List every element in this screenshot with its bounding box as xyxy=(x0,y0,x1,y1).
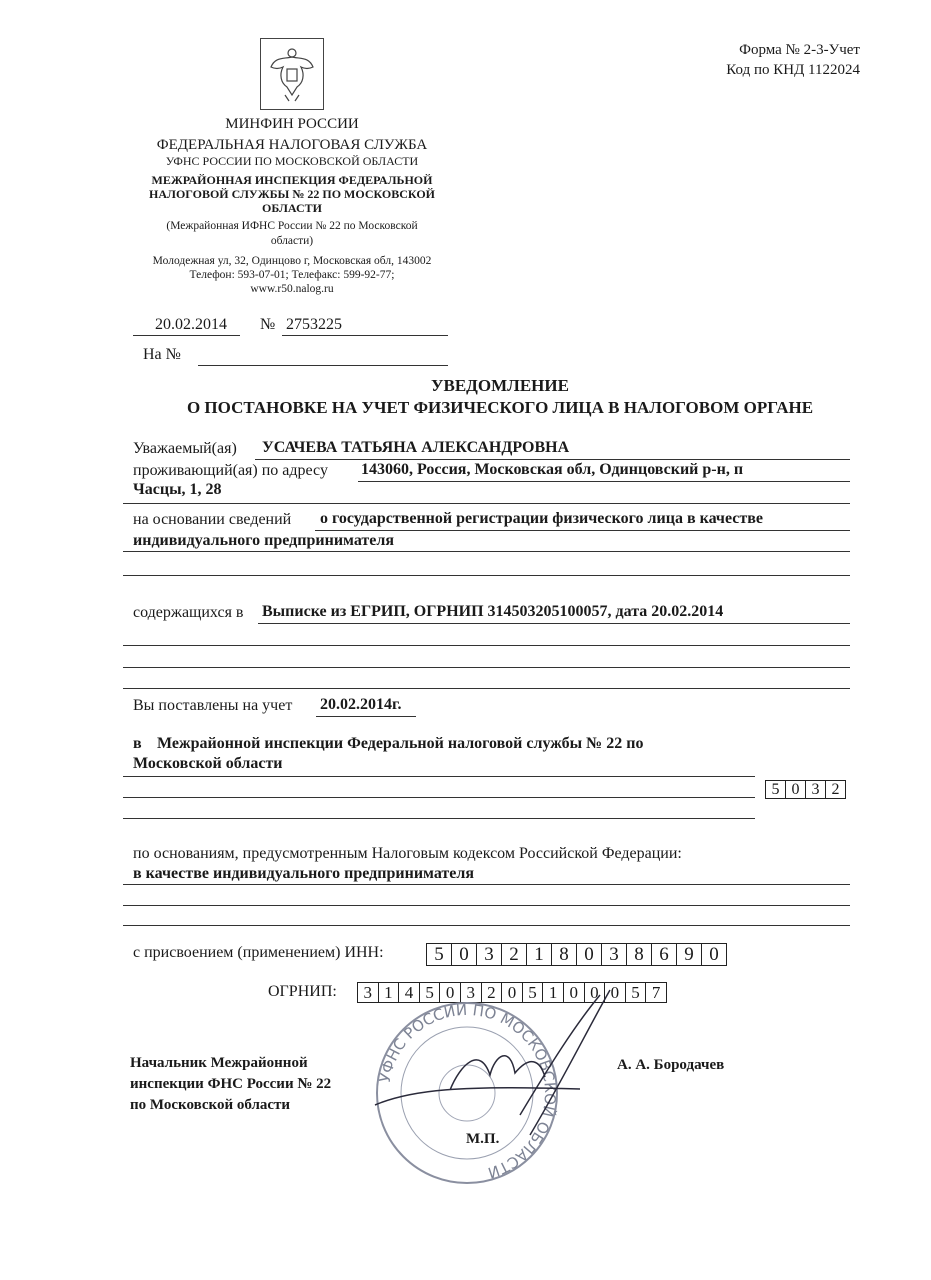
digit-box: 1 xyxy=(527,944,552,965)
address-label: проживающий(ая) по адресу xyxy=(133,462,328,479)
digit-box: 7 xyxy=(651,983,661,1002)
digit-box: 3 xyxy=(602,944,627,965)
registered-date: 20.02.2014г. xyxy=(320,696,402,713)
digit-box: 5 xyxy=(427,944,452,965)
ufns: УФНС РОССИИ ПО МОСКОВСКОЙ ОБЛАСТИ xyxy=(165,154,419,168)
form-code xyxy=(726,40,860,80)
inspection-line: МЕЖРАЙОННАЯ ИНСПЕКЦИЯ ФЕДЕРАЛЬНОЙ xyxy=(151,173,433,187)
code-digit: 3 xyxy=(806,781,826,798)
authority-name: Московской области xyxy=(133,755,283,772)
digit-box: 5 xyxy=(420,983,441,1002)
coat-of-arms-icon xyxy=(260,38,324,110)
inn-label: с присвоением (применением) ИНН: xyxy=(133,944,384,961)
ministry: МИНФИН РОССИИ xyxy=(225,116,359,132)
digit-box: 5 xyxy=(626,983,647,1002)
grounds-label: по основаниям, предусмотренным Налоговым кодексом Российской Федерации: xyxy=(133,845,682,862)
basis-value: индивидуального предпринимателя xyxy=(133,532,394,549)
seal-label: М.П. xyxy=(466,1131,500,1147)
position-line: инспекции ФНС России № 22 xyxy=(130,1076,332,1092)
knd-code: Код по КНД 1122024 xyxy=(726,62,860,78)
document-title xyxy=(100,375,900,419)
digit-box: 5 xyxy=(523,983,544,1002)
title-line: О ПОСТАНОВКЕ НА УЧЕТ ФИЗИЧЕСКОГО ЛИЦА В НАЛОГОВОМ ОРГАНЕ xyxy=(186,398,814,417)
registered-label: Вы поставлены на учет xyxy=(133,697,293,714)
short-name-line: области) xyxy=(270,235,314,247)
digit-box: 1 xyxy=(379,983,400,1002)
short-name-line: (Межрайонная ИФНС России № 22 по Московской xyxy=(166,220,418,232)
digit-box: 3 xyxy=(461,983,482,1002)
grounds-value: в качестве индивидуального предпринимателя xyxy=(133,865,474,882)
authority-code-boxes xyxy=(765,780,846,799)
issuer-website: www.r50.nalog.ru xyxy=(250,283,334,295)
contained-value: Выписке из ЕГРИП, ОГРНИП 314503205100057, дата 20.02.2014 xyxy=(262,603,724,620)
service: ФЕДЕРАЛЬНАЯ НАЛОГОВАЯ СЛУЖБА xyxy=(156,137,428,153)
inn-boxes xyxy=(426,943,727,966)
issuer-address: Молодежная ул, 32, Одинцово г, Московская обл, 143002 xyxy=(152,255,432,267)
digit-box: 0 xyxy=(452,944,477,965)
digit-box: 3 xyxy=(358,983,379,1002)
digit-box: 6 xyxy=(652,944,677,965)
taxpayer-address-line: Часцы, 1, 28 xyxy=(133,481,222,498)
position-line: Начальник Межрайонной xyxy=(130,1055,308,1071)
title-line: УВЕДОМЛЕНИЕ xyxy=(431,376,569,395)
basis-label: на основании сведений xyxy=(133,511,292,528)
digit-box: 8 xyxy=(627,944,652,965)
issuer-header xyxy=(137,114,447,296)
digit-box: 0 xyxy=(440,983,461,1002)
inspection-line: ОБЛАСТИ xyxy=(262,201,322,215)
digit-box: 8 xyxy=(552,944,577,965)
taxpayer-name: УСАЧЕВА ТАТЬЯНА АЛЕКСАНДРОВНА xyxy=(262,439,570,456)
ref-number: 2753225 xyxy=(286,316,342,333)
digit-box: 2 xyxy=(502,944,527,965)
form-number: Форма № 2-3-Учет xyxy=(739,42,860,58)
na-no-label: На № xyxy=(143,346,181,363)
digit-box: 1 xyxy=(543,983,564,1002)
inspection-line: НАЛОГОВОЙ СЛУЖБЫ № 22 ПО МОСКОВСКОЙ xyxy=(149,187,435,201)
signatory-position xyxy=(130,1053,331,1116)
authority-name: Межрайонной инспекции Федеральной налоговой службы № 22 по xyxy=(157,735,644,752)
digit-box: 0 xyxy=(585,983,606,1002)
contained-label: содержащихся в xyxy=(133,604,244,621)
in-label: в xyxy=(133,735,142,752)
code-digit: 5 xyxy=(766,781,786,798)
signatory-name: А. А. Бородачев xyxy=(617,1057,725,1073)
basis-value: о государственной регистрации физического лица в качестве xyxy=(320,510,763,527)
stamp-text: УФНС РОССИИ ПО МОСКОВСКОЙ ОБЛАСТИ xyxy=(375,1000,560,1182)
position-line: по Московской области xyxy=(130,1097,291,1113)
digit-box: 9 xyxy=(677,944,702,965)
digit-box: 4 xyxy=(399,983,420,1002)
code-digit: 0 xyxy=(786,781,806,798)
digit-box: 3 xyxy=(477,944,502,965)
ref-date: 20.02.2014 xyxy=(155,316,227,333)
ogrnip-label: ОГРНИП: xyxy=(268,983,337,1000)
digit-box: 0 xyxy=(605,983,626,1002)
digit-box: 0 xyxy=(577,944,602,965)
digit-box: 0 xyxy=(502,983,523,1002)
ref-no-label: № xyxy=(260,316,276,333)
taxpayer-address-line: 143060, Россия, Московская обл, Одинцовский р-н, п xyxy=(361,461,744,478)
digit-box: 0 xyxy=(564,983,585,1002)
digit-box: 0 xyxy=(709,944,719,965)
digit-box: 2 xyxy=(482,983,503,1002)
issuer-phones: Телефон: 593-07-01; Телефакс: 599-92-77; xyxy=(189,269,395,281)
dear-label: Уважаемый(ая) xyxy=(133,440,237,457)
code-digit: 2 xyxy=(831,781,840,798)
